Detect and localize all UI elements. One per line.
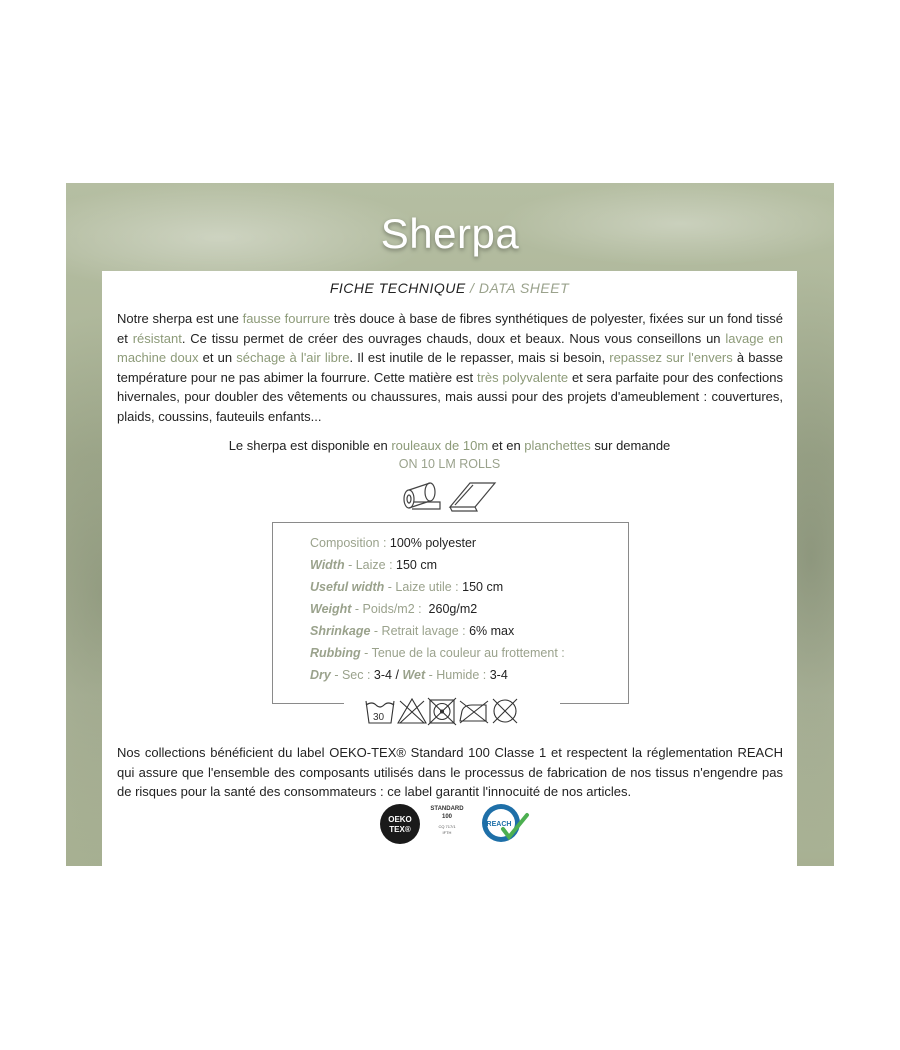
- spec-composition: [310, 536, 476, 550]
- no-tumble-dry-icon: [428, 698, 456, 725]
- no-dry-clean-icon: [493, 699, 517, 723]
- intro-highlight: fausse fourrure: [242, 311, 331, 326]
- intro-highlight: repassez sur l'envers: [609, 350, 733, 365]
- spec-label-fr: - Poids/m2 :: [351, 602, 426, 616]
- spec-label-en: Useful width: [310, 580, 385, 594]
- no-bleach-icon: [398, 699, 426, 723]
- spec-weight: [310, 602, 477, 616]
- certification-logos: [377, 801, 537, 847]
- data-sheet-card: [102, 271, 797, 866]
- spec-label-en: Weight: [310, 602, 352, 616]
- sheet-title-fr: FICHE TECHNIQUE: [329, 280, 466, 296]
- box-bottom-line-left: [272, 703, 344, 704]
- spec-value: 3-4: [373, 668, 392, 682]
- sheet-title-sep: /: [465, 280, 479, 296]
- intro-paragraph: [117, 309, 783, 426]
- sheet-title-en: DATA SHEET: [478, 280, 570, 296]
- spec-label-en: Rubbing: [310, 646, 361, 660]
- spec-value: 150 cm: [396, 558, 438, 572]
- cert-code-text: CQ 717/1: [438, 824, 456, 829]
- intro-text: . Il est inutile de le repasser, mais si besoin,: [349, 350, 610, 365]
- wash-temp-label: 30: [373, 712, 385, 723]
- spec-label-fr: - Humide :: [425, 668, 490, 682]
- spec-label-fr: - Retrait lavage :: [370, 624, 470, 638]
- sheet-title: [102, 280, 797, 296]
- spec-label-fr: - Tenue de la couleur au frottement :: [360, 646, 565, 660]
- oeko-text: OEKO: [388, 815, 412, 824]
- availability-en: ON 10 LM ROLLS: [398, 457, 501, 471]
- spec-dry-wet: [310, 668, 508, 682]
- fabric-rolls-icon: [400, 477, 500, 513]
- spec-shrinkage: [310, 624, 514, 638]
- intro-highlight: lavage en machine doux: [117, 330, 783, 365]
- wash-30-icon: [366, 701, 394, 723]
- spec-box: [272, 522, 629, 704]
- spec-label: Composition :: [310, 536, 390, 550]
- spec-useful-width: [310, 580, 503, 594]
- intro-text: . Ce tissu permet de créer des ouvrages chauds, doux et beaux. Nous vous conseillons un: [181, 330, 726, 346]
- tex-text: TEX®: [389, 825, 411, 834]
- availability-line: [102, 438, 797, 453]
- spec-separator: /: [392, 668, 403, 682]
- availability-text: et en: [488, 438, 525, 453]
- spec-label-fr: - Laize :: [344, 558, 397, 572]
- standard-text: STANDARD: [430, 806, 464, 812]
- availability-text: Le sherpa est disponible en: [228, 438, 392, 453]
- intro-text: et sera parfaite pour des confections hivernales, pour doubler des vêtements ou chaussures, mais aussi pour des projets d'ameublement : couvertures, plaids, coussins, fauteuils enfants...: [117, 369, 784, 424]
- spec-value: 260g/m2: [425, 602, 478, 616]
- intro-text: à basse température pour ne pas abimer la fourrure. Cette matière est: [117, 350, 783, 385]
- spec-label-en: Dry: [310, 668, 331, 682]
- intro-highlight: séchage à l'air libre: [236, 350, 350, 365]
- spec-label-fr: - Laize utile :: [384, 580, 463, 594]
- box-bottom-line-right: [560, 703, 628, 704]
- spec-value: 100% polyester: [389, 536, 477, 550]
- availability-highlight: planchettes: [524, 438, 591, 453]
- spec-rubbing: [310, 646, 565, 660]
- reach-text: REACH: [486, 821, 512, 828]
- spec-label-en: Shrinkage: [310, 624, 371, 638]
- no-iron-icon: [460, 701, 488, 723]
- intro-highlight: résistant: [132, 330, 182, 346]
- spec-label-fr: - Sec :: [330, 668, 374, 682]
- availability-text: sur demande: [590, 438, 671, 453]
- institute-text: IFTH: [442, 830, 452, 835]
- standard-num-text: 100: [441, 814, 453, 820]
- spec-label-en: Wet: [402, 668, 426, 682]
- care-symbols: [364, 695, 544, 727]
- fabric-banner: [66, 183, 834, 866]
- spec-value: 6% max: [469, 624, 515, 638]
- intro-text: et un: [198, 350, 237, 365]
- spec-width: [310, 558, 437, 572]
- intro-highlight: très polyvalente: [476, 369, 569, 385]
- page-title: Sherpa: [380, 210, 520, 257]
- certification-paragraph: Nos collections bénéficient du label OEKO-TEX® Standard 100 Classe 1 et respectent la réglementation REACH qui assure que l'ensemble des composants utilisés dans le processus de fabrication de nos tissus n'engendre pas de risques pour la santé des consommateurs : ce label garantit l'innocuité de nos articles.: [117, 745, 783, 799]
- spec-value: 3-4: [489, 668, 508, 682]
- reach-logo: [482, 804, 527, 842]
- intro-text: Notre sherpa est une: [117, 311, 243, 326]
- intro-text: très douce à base de fibres synthétiques de polyester, fixées sur un fond tissé et: [117, 311, 783, 346]
- oeko-tex-logo: [380, 804, 464, 844]
- spec-label-en: Width: [310, 558, 345, 572]
- availability-highlight: rouleaux de 10m: [391, 438, 489, 453]
- spec-value: 150 cm: [462, 580, 504, 594]
